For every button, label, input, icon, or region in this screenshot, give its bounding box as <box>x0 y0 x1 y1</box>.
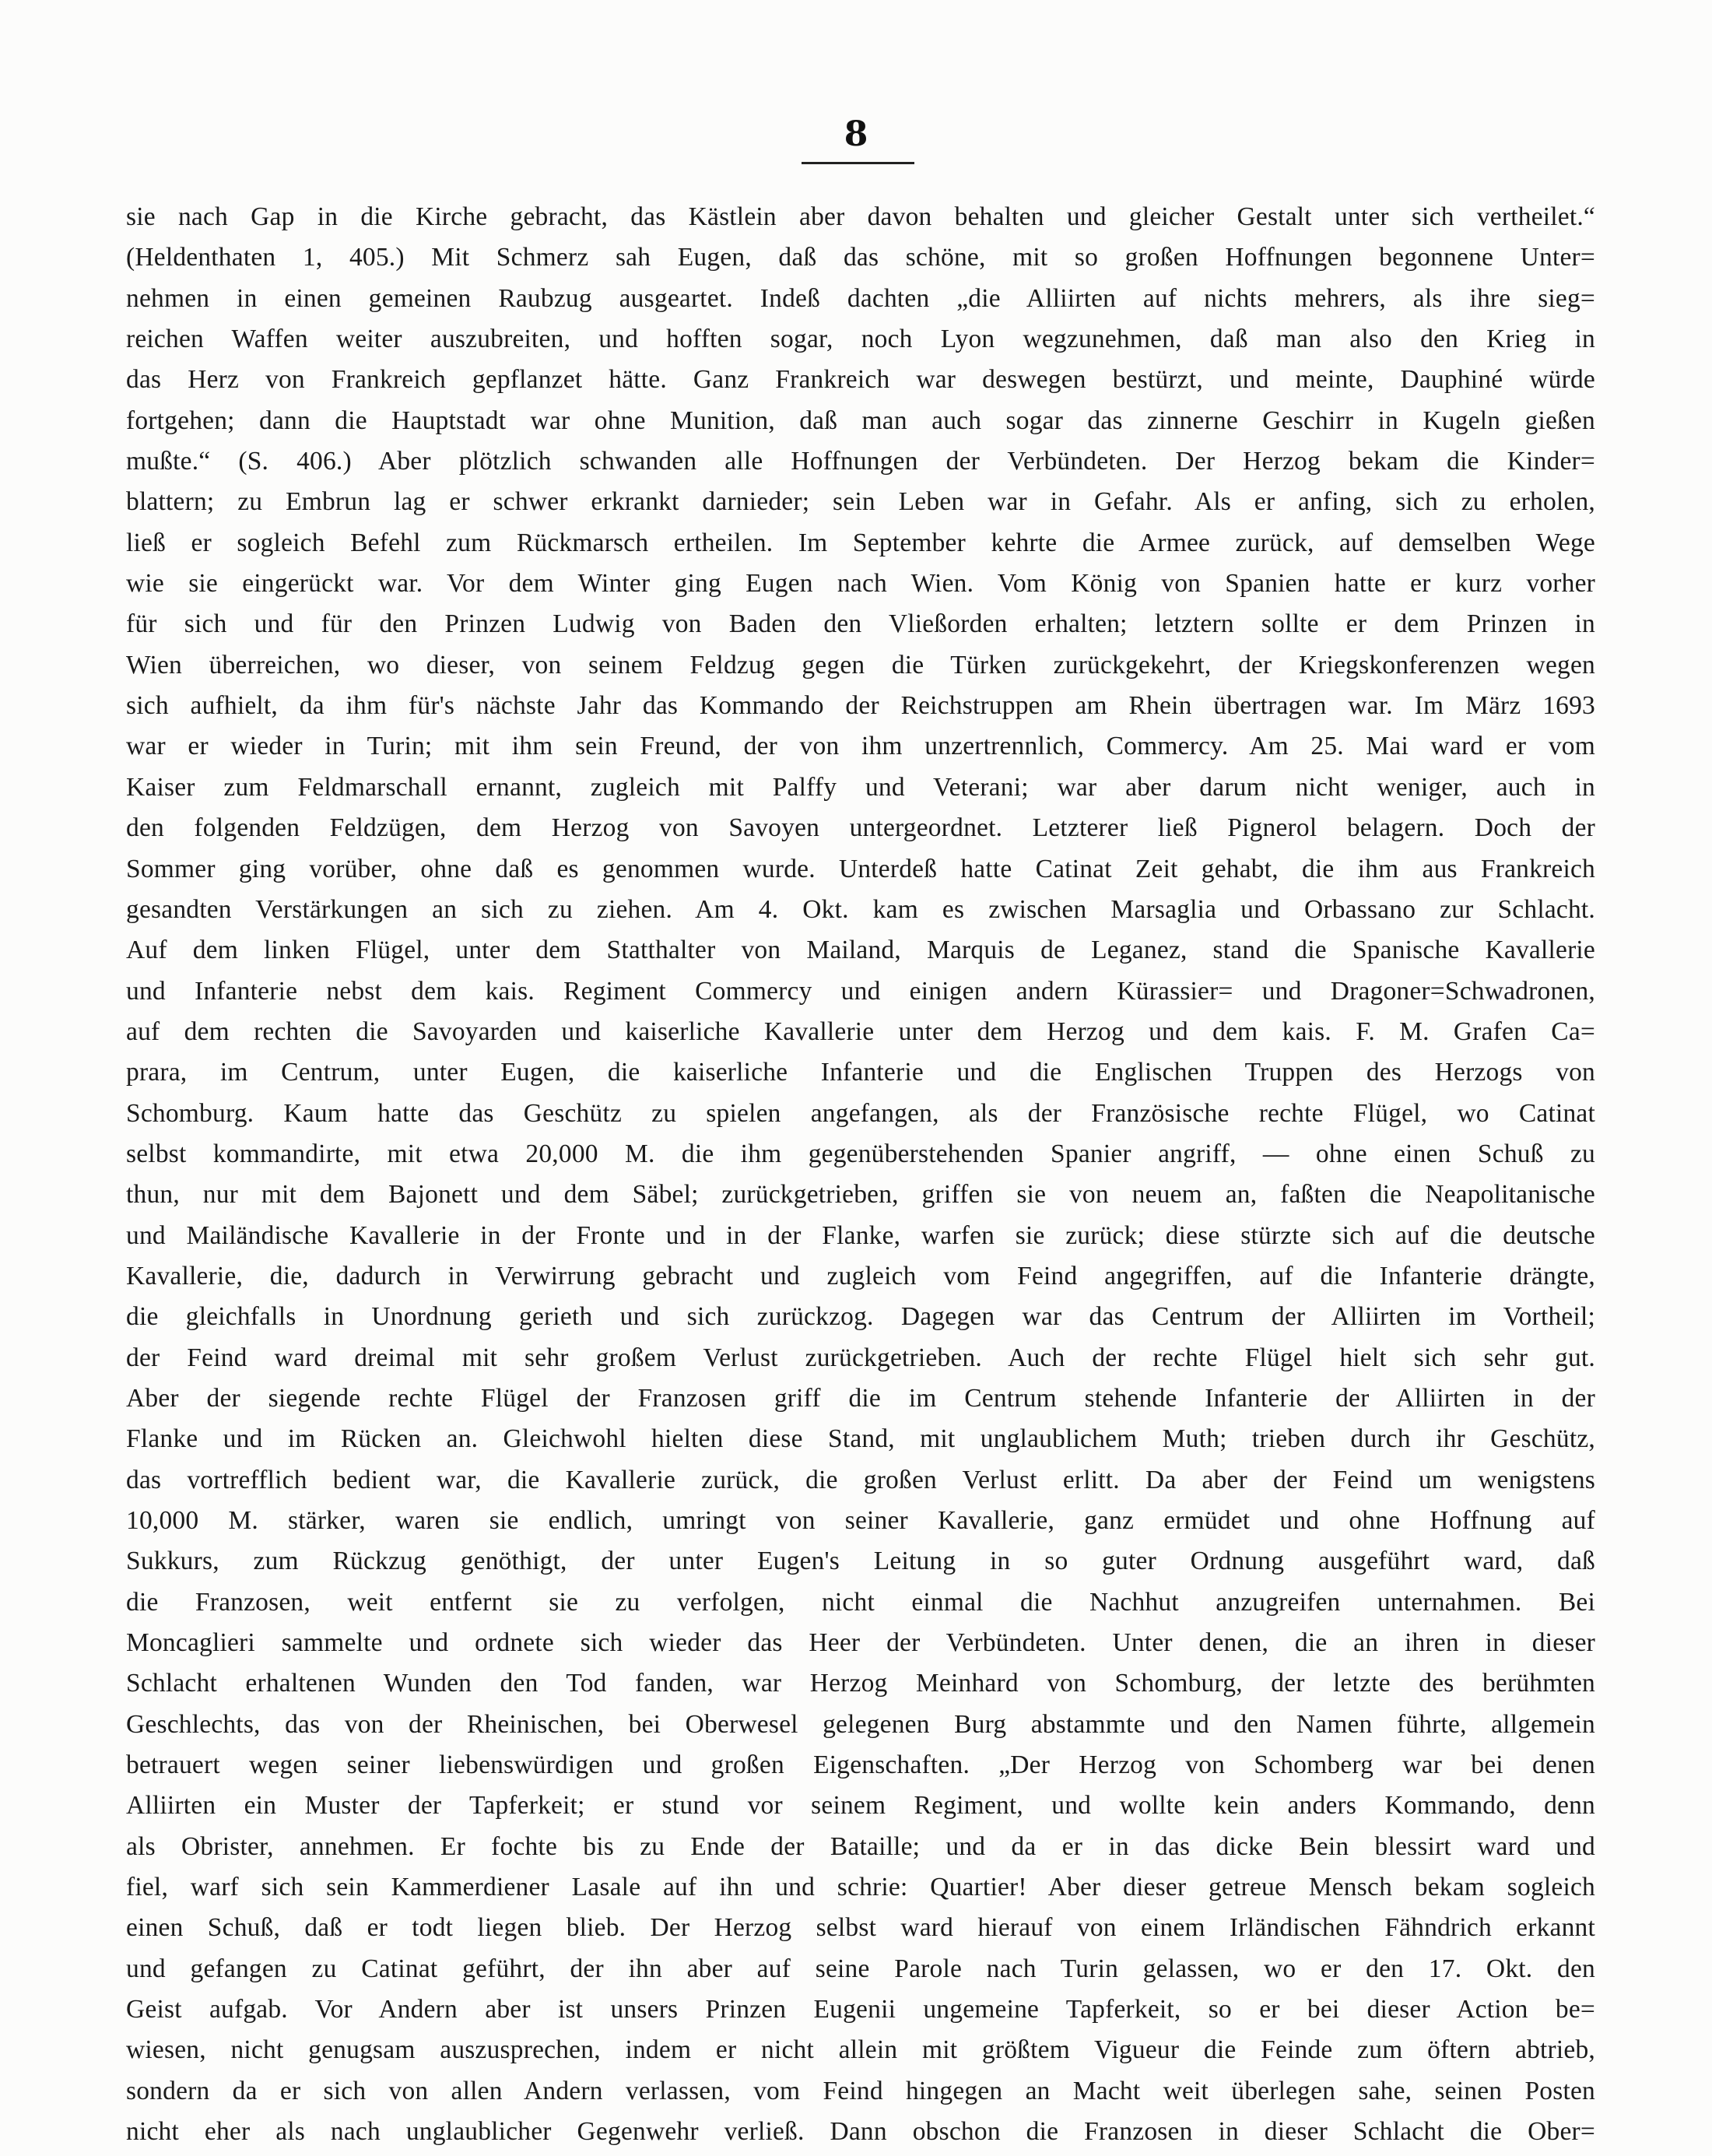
text-line: gesandten Verstärkungen an sich zu ziehen. Am 4. Okt. kam es zwischen Marsaglia und Orbassano zur Schlacht. <box>126 894 1595 924</box>
text-line: fiel, warf sich sein Kammerdiener Lasale auf ihn und schrie: Quartier! Aber dieser getreue Mensch bekam sogleich <box>126 1873 1595 1902</box>
text-line: Wien überreichen, wo dieser, von seinem Feldzug gegen die Türken zurückgekehrt, der Kriegskonferenzen wegen <box>126 650 1595 679</box>
text-line: (Heldenthaten 1, 405.) Mit Schmerz sah Eugen, daß das schöne, mit so großen Hoffnungen begonnene Unter= <box>126 243 1595 272</box>
text-line: wie sie eingerückt war. Vor dem Winter ging Eugen nach Wien. Vom König von Spanien hatte er kurz vorher <box>126 569 1595 599</box>
text-line: blattern; zu Embrun lag er schwer erkrankt darnieder; sein Leben war in Gefahr. Als er anfing, sich zu erholen, <box>126 487 1595 517</box>
page-number: 8 <box>844 114 868 154</box>
text-line: betrauert wegen seiner liebenswürdigen und großen Eigenschaften. „Der Herzog von Schomberg war bei denen <box>126 1750 1595 1780</box>
text-line: Flanke und im Rücken an. Gleichwohl hielten diese Stand, mit unglaublichem Muth; trieben durch ihr Geschütz, <box>126 1424 1595 1454</box>
text-line: Schlacht erhaltenen Wunden den Tod fanden, war Herzog Meinhard von Schomburg, der letzte des berühmten <box>126 1669 1595 1698</box>
text-line: für sich und für den Prinzen Ludwig von Baden den Vließorden erhalten; letztern sollte er dem Prinzen in <box>126 609 1595 639</box>
text-line: Aber der siegende rechte Flügel der Franzosen griff die im Centrum stehende Infanterie der Alliirten in der <box>126 1383 1595 1413</box>
body-text <box>126 197 1595 2153</box>
header-rule <box>802 162 914 164</box>
text-line: ließ er sogleich Befehl zum Rückmarsch ertheilen. Im September kehrte die Armee zurück, auf demselben Wege <box>126 528 1595 557</box>
text-line: war er wieder in Turin; mit ihm sein Freund, der von ihm unzertrennlich, Commercy. Am 25. Mai ward er vom <box>126 732 1595 761</box>
text-line: thun, nur mit dem Bajonett und dem Säbel; zurückgetrieben, griffen sie von neuem an, faßten die Neapolitanische <box>126 1180 1595 1210</box>
text-line: nehmen in einen gemeinen Raubzug ausgeartet. Indeß dachten „die Alliirten auf nichts mehrers, als ihre sieg= <box>126 283 1595 313</box>
text-line: sich aufhielt, da ihm für's nächste Jahr das Kommando der Reichstruppen am Rhein übertragen war. Im März 1693 <box>126 691 1595 721</box>
text-line: Alliirten ein Muster der Tapferkeit; er stund vor seinem Regiment, und wollte kein anders Kommando, denn <box>126 1791 1595 1821</box>
text-line: und Infanterie nebst dem kais. Regiment Commercy und einigen andern Kürassier= und Dragoner=Schwadronen, <box>126 976 1595 1006</box>
text-line: einen Schuß, daß er todt liegen blieb. Der Herzog selbst ward hierauf von einem Irländischen Fähndrich erkannt <box>126 1913 1595 1943</box>
text-line: und Mailändische Kavallerie in der Fronte und in der Flanke, warfen sie zurück; diese stürzte sich auf die deutsche <box>126 1220 1595 1250</box>
text-line: Kaiser zum Feldmarschall ernannt, zugleich mit Palffy und Veterani; war aber darum nicht weniger, auch in <box>126 772 1595 802</box>
text-line: Kavallerie, die, dadurch in Verwirrung gebracht und zugleich vom Feind angegriffen, auf die Infanterie drängte, <box>126 1261 1595 1290</box>
text-line: das vortrefflich bedient war, die Kavallerie zurück, die großen Verlust erlitt. Da aber der Feind um wenigstens <box>126 1465 1595 1494</box>
text-line: selbst kommandirte, mit etwa 20,000 M. die ihm gegenüberstehenden Spanier angriff, — ohne einen Schuß zu <box>126 1139 1595 1168</box>
text-line: Sommer ging vorüber, ohne daß es genommen wurde. Unterdeß hatte Catinat Zeit gehabt, die ihm aus Frankreich <box>126 854 1595 883</box>
text-line: 10,000 M. stärker, waren sie endlich, umringt von seiner Kavallerie, ganz ermüdet und ohne Hoffnung auf <box>126 1506 1595 1535</box>
text-line: mußte.“ (S. 406.) Aber plötzlich schwanden alle Hoffnungen der Verbündeten. Der Herzog bekam die Kinder= <box>126 447 1595 476</box>
text-line: die gleichfalls in Unordnung gerieth und sich zurückzog. Dagegen war das Centrum der Alliirten im Vortheil; <box>126 1302 1595 1332</box>
text-line: als Obrister, annehmen. Er fochte bis zu Ende der Bataille; und da er in das dicke Bein blessirt ward und <box>126 1831 1595 1861</box>
text-line: Geschlechts, das von der Rheinischen, bei Oberwesel gelegenen Burg abstammte und den Namen führte, allgemein <box>126 1709 1595 1739</box>
text-line: reichen Waffen weiter auszubreiten, und hofften sogar, noch Lyon wegzunehmen, daß man also den Krieg in <box>126 325 1595 354</box>
text-line: der Feind ward dreimal mit sehr großem Verlust zurückgetrieben. Auch der rechte Flügel hielt sich sehr gut. <box>126 1343 1595 1372</box>
text-line: Geist aufgab. Vor Andern aber ist unsers Prinzen Eugenii ungemeine Tapferkeit, so er bei dieser Action be= <box>126 1995 1595 2024</box>
text-line: sie nach Gap in die Kirche gebracht, das Kästlein aber davon behalten und gleicher Gestalt unter sich vertheilet.“ <box>126 202 1595 231</box>
text-line: fortgehen; dann die Hauptstadt war ohne Munition, daß man auch sogar das zinnerne Geschirr in Kugeln gießen <box>126 406 1595 435</box>
text-line: und gefangen zu Catinat geführt, der ihn aber auf seine Parole nach Turin gelassen, wo er den 17. Okt. den <box>126 1954 1595 1983</box>
text-line: die Franzosen, weit entfernt sie zu verfolgen, nicht einmal die Nachhut anzugreifen unternahmen. Bei <box>126 1587 1595 1617</box>
text-line: Schomburg. Kaum hatte das Geschütz zu spielen angefangen, als der Französische rechte Flügel, wo Catinat <box>126 1098 1595 1128</box>
text-line: nicht eher als nach unglaublicher Gegenwehr verließ. Dann obschon die Franzosen in dieser Schlacht die Ober= <box>126 2117 1595 2147</box>
text-line: Auf dem linken Flügel, unter dem Statthalter von Mailand, Marquis de Leganez, stand die Spanische Kavallerie <box>126 936 1595 965</box>
text-line: Sukkurs, zum Rückzug genöthigt, der unter Eugen's Leitung in so guter Ordnung ausgeführt ward, daß <box>126 1547 1595 1576</box>
text-line: auf dem rechten die Savoyarden und kaiserliche Kavallerie unter dem Herzog und dem kais. F. M. Grafen Ca= <box>126 1017 1595 1046</box>
text-line: prara, im Centrum, unter Eugen, die kaiserliche Infanterie und die Englischen Truppen des Herzogs von <box>126 1058 1595 1087</box>
text-line: wiesen, nicht genugsam auszusprechen, indem er nicht allein mit größtem Vigueur die Feinde zum öftern abtrieb, <box>126 2035 1595 2065</box>
text-line: das Herz von Frankreich gepflanzet hätte. Ganz Frankreich war deswegen bestürzt, und meinte, Dauphiné würde <box>126 365 1595 395</box>
text-line: den folgenden Feldzügen, dem Herzog von Savoyen untergeordnet. Letzterer ließ Pignerol belagern. Doch der <box>126 813 1595 843</box>
text-line: Moncaglieri sammelte und ordnete sich wieder das Heer der Verbündeten. Unter denen, die an ihren in dieser <box>126 1628 1595 1658</box>
text-line: sondern da er sich von allen Andern verlassen, vom Feind hingegen an Macht weit überlegen sahe, seinen Posten <box>126 2076 1595 2105</box>
